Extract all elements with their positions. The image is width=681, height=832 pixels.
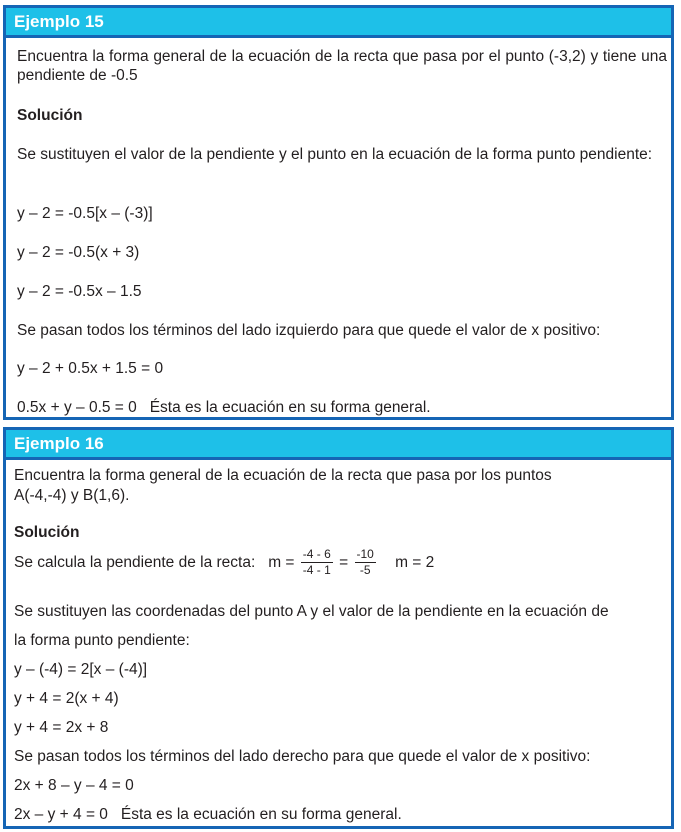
example-16-fraction-2 [355,548,376,577]
example-16-final-line [14,805,667,824]
fraction-2-denominator: -5 [359,563,371,578]
example-15-final-note: Ésta es la ecuación en su forma general. [149,399,431,416]
example-15-eq4: y – 2 + 0.5x + 1.5 = 0 [17,360,164,377]
fraction-2-numerator: -10 [356,547,374,562]
example-16-eq1: y – (-4) = 2[x – (-4)] [14,661,148,678]
fraction-1-denominator: -4 - 1 [302,563,331,578]
example-16-eq2: y + 4 = 2(x + 4) [14,690,119,707]
example-15-problem: Encuentra la forma general de la ecuación de la recta que pasa por el punto (-3,2) y tiene una pendiente de -0.5 [17,48,667,84]
example-15-header: Ejemplo 15 [6,8,671,38]
example-16-slope-result: m = 2 [395,554,435,571]
example-16-equals-sign: = [339,554,349,571]
example-15-box [3,5,674,420]
example-15-eq3: y – 2 = -0.5x – 1.5 [17,283,142,300]
example-16-final-note: Ésta es la ecuación en su forma general. [120,806,402,823]
example-16-final-eq: 2x – y + 4 = 0 [14,806,108,823]
example-16-slope-line [14,546,667,580]
example-15-final-line [17,398,667,417]
example-16-eq4: 2x + 8 – y – 4 = 0 [14,777,134,794]
example-16-problem-line1: Encuentra la forma general de la ecuación de la recta que pasa por los puntos [14,467,552,484]
example-16-header: Ejemplo 16 [6,430,671,460]
example-16-fraction-1 [301,548,333,577]
example-15-intro: Se sustituyen el valor de la pendiente y el punto en la ecuación de la forma punto pendiente: [17,146,653,163]
example-16-intro-line1: Se sustituyen las coordenadas del punto A y el valor de la pendiente en la ecuación de [14,603,609,620]
example-16-intro-line2: la forma punto pendiente: [14,632,190,649]
example-16-problem-line2: A(-4,-4) y B(1,6). [14,487,130,504]
example-15-eq2: y – 2 = -0.5(x + 3) [17,244,140,261]
example-16-slope-intro: Se calcula la pendiente de la recta: [14,554,256,571]
example-15-step: Se pasan todos los términos del lado izquierdo para que quede el valor de x positivo: [17,322,601,339]
example-16-solution-label: Solución [14,524,80,541]
example-16-step: Se pasan todos los términos del lado derecho para que quede el valor de x positivo: [14,748,591,765]
example-15-final-eq: 0.5x + y – 0.5 = 0 [17,399,137,416]
example-15-eq1: y – 2 = -0.5[x – (-3)] [17,205,153,222]
example-16-box [3,427,674,829]
fraction-1-numerator: -4 - 6 [302,547,331,562]
example-16-slope-m: m = [268,554,295,571]
example-16-eq3: y + 4 = 2x + 8 [14,719,109,736]
example-15-solution-label: Solución [17,107,83,124]
